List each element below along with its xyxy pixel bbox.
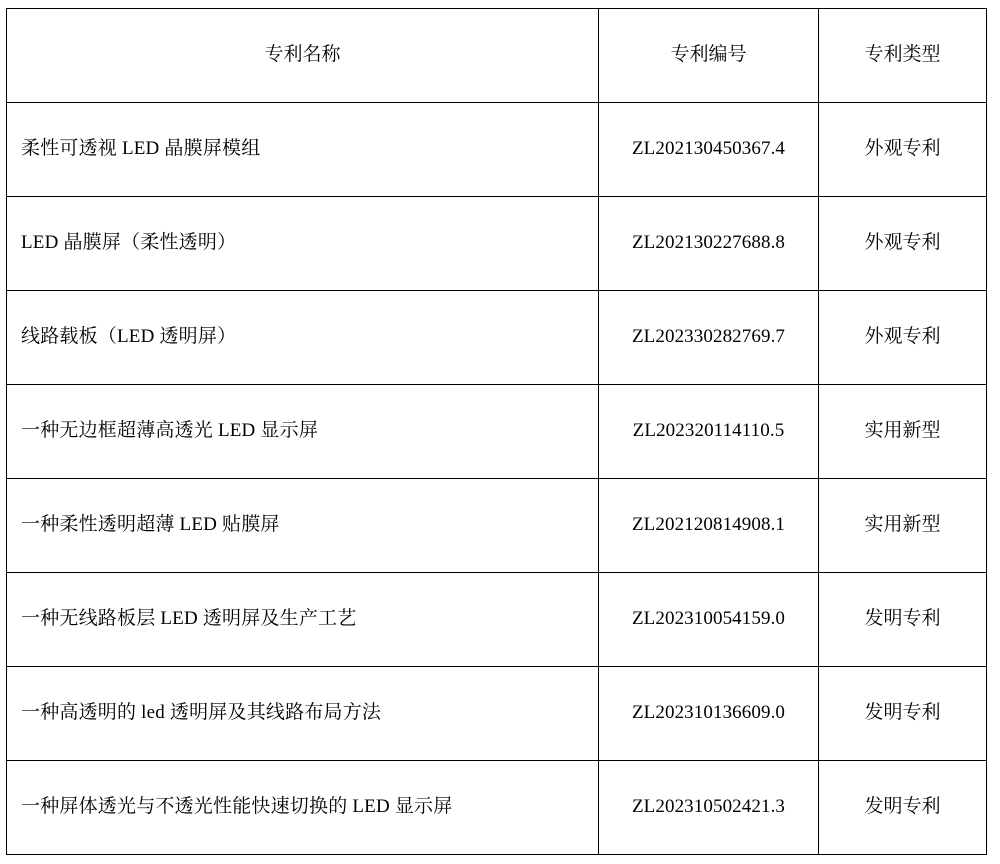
cell-patent-name: 一种无线路板层 LED 透明屏及生产工艺 [7,573,599,667]
cell-patent-name: 柔性可透视 LED 晶膜屏模组 [7,103,599,197]
cell-patent-number: ZL202130450367.4 [599,103,819,197]
table-row [7,385,987,479]
table-row [7,573,987,667]
cell-patent-number: ZL202120814908.1 [599,479,819,573]
cell-patent-name: 一种无边框超薄高透光 LED 显示屏 [7,385,599,479]
cell-patent-name: 一种屏体透光与不透光性能快速切换的 LED 显示屏 [7,761,599,855]
cell-patent-name: LED 晶膜屏（柔性透明） [7,197,599,291]
cell-patent-number: ZL202310054159.0 [599,573,819,667]
cell-patent-name: 一种柔性透明超薄 LED 贴膜屏 [7,479,599,573]
table-header [7,9,987,103]
header-label-patent-name: 专利名称 [264,44,341,66]
header-cell-patent-name [7,9,599,103]
cell-patent-type: 外观专利 [819,197,987,291]
cell-patent-number: ZL202320114110.5 [599,385,819,479]
cell-patent-number: ZL202310502421.3 [599,761,819,855]
table-row [7,197,987,291]
header-cell-patent-number [599,9,819,103]
table-row [7,291,987,385]
table-row [7,479,987,573]
cell-patent-type: 外观专利 [819,103,987,197]
table-header-row [7,9,987,103]
cell-patent-number: ZL202330282769.7 [599,291,819,385]
cell-patent-type: 外观专利 [819,291,987,385]
cell-patent-type: 发明专利 [819,667,987,761]
cell-patent-name: 线路载板（LED 透明屏） [7,291,599,385]
header-label-patent-type: 专利类型 [864,44,941,66]
header-cell-patent-type [819,9,987,103]
cell-patent-type: 发明专利 [819,573,987,667]
cell-patent-number: ZL202310136609.0 [599,667,819,761]
header-label-patent-number: 专利编号 [670,44,747,66]
cell-patent-type: 实用新型 [819,479,987,573]
table-row [7,103,987,197]
table-row [7,761,987,855]
patent-table [6,8,987,855]
cell-patent-type: 实用新型 [819,385,987,479]
cell-patent-number: ZL202130227688.8 [599,197,819,291]
cell-patent-type: 发明专利 [819,761,987,855]
cell-patent-name: 一种高透明的 led 透明屏及其线路布局方法 [7,667,599,761]
table-body [7,103,987,855]
table-row [7,667,987,761]
